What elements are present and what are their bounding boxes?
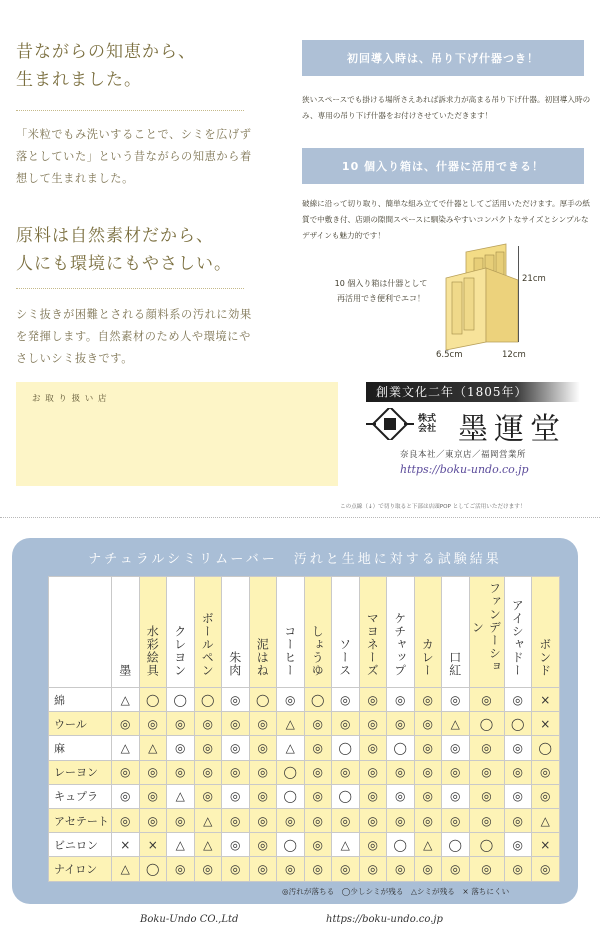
result-cell: ◎ (112, 712, 140, 736)
result-cell: ◎ (332, 808, 360, 832)
stain-label: ソース (337, 638, 352, 677)
shop-label: お 取 り 扱 い 店 (32, 394, 108, 404)
stain-header (359, 577, 387, 688)
fabric-label: キュプラ (49, 784, 112, 808)
result-cell: ◎ (139, 808, 167, 832)
heading-natural-line1: 原料は自然素材だから、 (16, 226, 214, 246)
stain-label: アイシャドー (510, 599, 525, 677)
result-cell: ◎ (359, 712, 387, 736)
result-cell: △ (112, 736, 140, 760)
result-cell: ◯ (194, 688, 222, 712)
dim-width: 12cm (502, 350, 526, 360)
table-row (49, 760, 560, 784)
result-cell: ◎ (222, 736, 250, 760)
founded-banner: 創業文化二年（1805年） (366, 382, 580, 402)
result-cell: △ (194, 833, 222, 857)
result-cell: ◎ (332, 688, 360, 712)
result-cell: × (532, 688, 560, 712)
stain-label: ボールペン (200, 612, 215, 677)
table-row (49, 712, 560, 736)
result-cell: ◎ (504, 857, 532, 881)
heading-wisdom-line2: 生まれました。 (16, 70, 142, 90)
stain-label: 朱肉 (227, 651, 242, 677)
fabric-label: 麻 (49, 736, 112, 760)
box-caption-line2: 再活用でき便利でエコ！ (337, 294, 425, 303)
test-title: ナチュラルシミリムーバー 汚れと生地に対する試験結果 (88, 552, 502, 567)
result-cell: ◎ (249, 857, 277, 881)
brand-url-link[interactable]: https://boku-undo.co.jp (400, 463, 529, 476)
result-cell: ◎ (532, 784, 560, 808)
stain-header-row (49, 577, 560, 688)
result-cell: ◯ (277, 760, 305, 784)
test-result-card (12, 538, 578, 904)
result-cell: ◯ (332, 784, 360, 808)
result-cell: ◎ (532, 857, 560, 881)
result-cell: ◎ (387, 808, 415, 832)
hanger-text: 狭いスペースでも掛ける場所さえあれば訴求力が高まる吊り下げ什器。初回導入時のみ、専用の吊り下げ什器をお付けさせていただきます！ (302, 95, 591, 120)
result-cell: ◎ (414, 688, 442, 712)
brand-logo: 墨運堂 (458, 412, 566, 447)
stain-header (249, 577, 277, 688)
result-cell: ◎ (249, 833, 277, 857)
result-cell: ◯ (532, 736, 560, 760)
result-cell: ◎ (469, 760, 504, 784)
stain-header (277, 577, 305, 688)
result-cell: ◯ (139, 688, 167, 712)
result-cell: ◯ (469, 712, 504, 736)
result-cell: ◯ (504, 712, 532, 736)
result-cell: ◎ (504, 688, 532, 712)
result-cell: ◎ (332, 712, 360, 736)
stain-header (414, 577, 442, 688)
result-cell: ◯ (139, 857, 167, 881)
stain-header (112, 577, 140, 688)
result-cell: ◯ (277, 833, 305, 857)
stain-header (504, 577, 532, 688)
result-cell: ◎ (504, 760, 532, 784)
result-cell: ◎ (277, 808, 305, 832)
result-cell: ◎ (469, 736, 504, 760)
stain-header (532, 577, 560, 688)
result-cell: ◎ (414, 760, 442, 784)
stain-header (194, 577, 222, 688)
stain-header (139, 577, 167, 688)
heading-natural (16, 222, 232, 278)
fabric-label: ビニロン (49, 833, 112, 857)
result-cell: ◎ (139, 784, 167, 808)
result-cell: ◎ (414, 784, 442, 808)
result-cell: ◎ (414, 712, 442, 736)
box-caption (316, 276, 446, 306)
stain-header (304, 577, 332, 688)
result-cell: ◯ (249, 688, 277, 712)
result-cell: ◎ (359, 857, 387, 881)
result-cell: ◎ (222, 760, 250, 784)
result-cell: ◎ (359, 736, 387, 760)
result-cell: ◎ (304, 760, 332, 784)
result-cell: ◎ (414, 736, 442, 760)
result-cell: ◎ (194, 857, 222, 881)
result-cell: ◎ (332, 857, 360, 881)
table-row (49, 833, 560, 857)
stain-label: ケチャップ (392, 612, 407, 677)
result-cell: △ (532, 808, 560, 832)
result-cell: × (532, 833, 560, 857)
result-cell: ◎ (469, 688, 504, 712)
fabric-label: ナイロン (49, 857, 112, 881)
wisdom-text: 「米粒でもみ洗いすることで、シミを広げず落としていた」という昔ながらの知恵から着想して生まれました。 (16, 128, 252, 185)
display-box-illustration (436, 238, 526, 350)
brand-logo-mark (366, 408, 414, 440)
result-cell: △ (277, 736, 305, 760)
result-cell: ◯ (442, 833, 470, 857)
result-cell: × (112, 833, 140, 857)
result-cell: × (139, 833, 167, 857)
result-cell: ◎ (469, 857, 504, 881)
result-cell: ◎ (504, 833, 532, 857)
result-cell: ◎ (139, 760, 167, 784)
cut-note: この点線（↓）で切り取ると下部は店頭POP としてご活用いただけます！ (340, 504, 526, 510)
result-cell: ◎ (304, 808, 332, 832)
result-cell: ◎ (222, 833, 250, 857)
result-cell: ◎ (194, 736, 222, 760)
stain-header (387, 577, 415, 688)
result-cell: ◎ (442, 736, 470, 760)
result-cell: ◎ (442, 688, 470, 712)
table-corner (49, 577, 112, 688)
result-cell: ◎ (249, 784, 277, 808)
result-cell: ◎ (332, 760, 360, 784)
result-cell: ◎ (304, 712, 332, 736)
result-cell: ◎ (359, 808, 387, 832)
result-cell: ◎ (167, 760, 195, 784)
fabric-label: レーヨン (49, 760, 112, 784)
fabric-label: 綿 (49, 688, 112, 712)
result-cell: ◯ (304, 688, 332, 712)
result-cell: ◎ (387, 857, 415, 881)
result-cell: ◎ (167, 857, 195, 881)
box-text: 破線に沿って切り取り、簡単な組み立てで什器としてご活用いただけます。厚手の紙質で中敷き付、店頭の隙間スペースに馴染みやすいコンパクトなサイズとシンプルなデザインも魅力的です！ (302, 199, 590, 240)
result-cell: ◎ (359, 784, 387, 808)
result-cell: ◎ (222, 688, 250, 712)
box-banner: 10 個入り箱は、什器に活用できる！ (302, 148, 584, 184)
result-cell: △ (277, 712, 305, 736)
result-cell: ◯ (167, 688, 195, 712)
stain-label: 口紅 (447, 651, 462, 677)
fabric-label: ウール (49, 712, 112, 736)
stain-label: ボンド (537, 638, 552, 677)
result-cell: ◎ (414, 857, 442, 881)
result-cell: ◎ (304, 736, 332, 760)
result-cell: △ (112, 857, 140, 881)
result-cell: ◎ (469, 808, 504, 832)
stain-label: 泥はね (255, 638, 270, 677)
table-row (49, 688, 560, 712)
stain-label: ファンデーション (470, 581, 502, 673)
table-row (49, 808, 560, 832)
table-row (49, 736, 560, 760)
natural-text: シミ抜きが困難とされる顔料系の汚れに効果を発揮します。自然素材のため人や環境にやさしいシミ抜きです。 (16, 308, 252, 365)
height-dimension-line (518, 246, 519, 342)
result-cell: ◎ (442, 760, 470, 784)
result-cell: △ (332, 833, 360, 857)
result-cell: △ (167, 784, 195, 808)
result-cell: ◎ (222, 857, 250, 881)
stain-header (222, 577, 250, 688)
result-cell: ◎ (249, 808, 277, 832)
footer-url-link[interactable]: https://boku-undo.co.jp (326, 914, 443, 925)
result-cell: ◎ (504, 736, 532, 760)
result-cell: ◯ (387, 833, 415, 857)
result-cell: ◎ (194, 712, 222, 736)
stain-header (442, 577, 470, 688)
result-cell: ◎ (442, 857, 470, 881)
result-cell: △ (194, 808, 222, 832)
result-cell: ◎ (387, 712, 415, 736)
result-cell: ◯ (277, 784, 305, 808)
hanger-banner: 初回導入時は、吊り下げ什器つき！ (302, 40, 584, 76)
heading-wisdom-line1: 昔ながらの知恵から、 (16, 42, 196, 62)
stain-label: しょうゆ (310, 625, 325, 677)
cut-line (0, 517, 600, 518)
result-cell: ◎ (442, 784, 470, 808)
result-cell: ◎ (277, 857, 305, 881)
result-cell: ◎ (277, 688, 305, 712)
legend: ◎汚れが落ちる ◯少しシミが残る △シミが残る × 落ちにくい (282, 887, 510, 896)
result-cell: ◎ (112, 784, 140, 808)
result-cell: ◎ (359, 833, 387, 857)
stain-header (332, 577, 360, 688)
stain-label: マヨネーズ (365, 612, 380, 677)
heading-wisdom (16, 38, 196, 94)
stain-label: 墨 (117, 664, 132, 677)
result-cell: ◎ (112, 808, 140, 832)
result-cell: △ (414, 833, 442, 857)
result-cell: ◎ (469, 784, 504, 808)
dim-depth: 6.5cm (436, 350, 463, 360)
result-cell: ◯ (387, 736, 415, 760)
result-cell: ◎ (167, 808, 195, 832)
result-cell: ◎ (304, 857, 332, 881)
result-cell: ◎ (359, 760, 387, 784)
result-cell: ◎ (249, 736, 277, 760)
result-cell: ◎ (359, 688, 387, 712)
stain-label: 水彩絵具 (145, 625, 160, 677)
result-cell: ◎ (222, 808, 250, 832)
result-cell: ◎ (414, 808, 442, 832)
table-row (49, 784, 560, 808)
result-cell: ◎ (387, 688, 415, 712)
stain-label: コーヒー (282, 625, 297, 677)
result-cell: △ (442, 712, 470, 736)
divider (16, 288, 244, 289)
stain-header (167, 577, 195, 688)
result-cell: ◎ (249, 760, 277, 784)
box-caption-line1: 10 個入り箱は什器として (334, 279, 428, 288)
result-cell: ◎ (387, 760, 415, 784)
result-cell: ◎ (249, 712, 277, 736)
fabric-label: アセテート (49, 808, 112, 832)
result-cell: ◎ (222, 784, 250, 808)
test-result-table (48, 576, 560, 882)
result-cell: △ (167, 833, 195, 857)
result-cell: ◎ (304, 784, 332, 808)
result-cell: ◎ (532, 760, 560, 784)
heading-natural-line2: 人にも環境にもやさしい。 (16, 254, 232, 274)
result-cell: ◎ (167, 712, 195, 736)
result-cell: ◯ (332, 736, 360, 760)
result-cell: ◎ (167, 736, 195, 760)
shop-stamp-box (16, 382, 338, 486)
stain-label: クレヨン (172, 625, 187, 677)
result-cell: ◎ (504, 808, 532, 832)
result-cell: ◎ (222, 712, 250, 736)
result-cell: × (532, 712, 560, 736)
divider (16, 110, 244, 111)
footer-company: Boku-Undo CO.,Ltd (140, 914, 239, 925)
dim-height: 21cm (522, 274, 546, 284)
result-cell: △ (112, 688, 140, 712)
company-type-label: 株式会社 (418, 414, 437, 434)
result-cell: ◎ (504, 784, 532, 808)
table-row (49, 857, 560, 881)
locations: 奈良本社／東京店／福岡営業所 (400, 450, 527, 460)
result-cell: ◯ (469, 833, 504, 857)
stain-label: カレー (420, 638, 435, 677)
result-cell: ◎ (139, 712, 167, 736)
stain-header (469, 577, 504, 688)
result-cell: △ (139, 736, 167, 760)
result-cell: ◎ (304, 833, 332, 857)
result-cell: ◎ (194, 760, 222, 784)
result-cell: ◎ (442, 808, 470, 832)
result-cell: ◎ (387, 784, 415, 808)
result-cell: ◎ (112, 760, 140, 784)
result-cell: ◎ (194, 784, 222, 808)
